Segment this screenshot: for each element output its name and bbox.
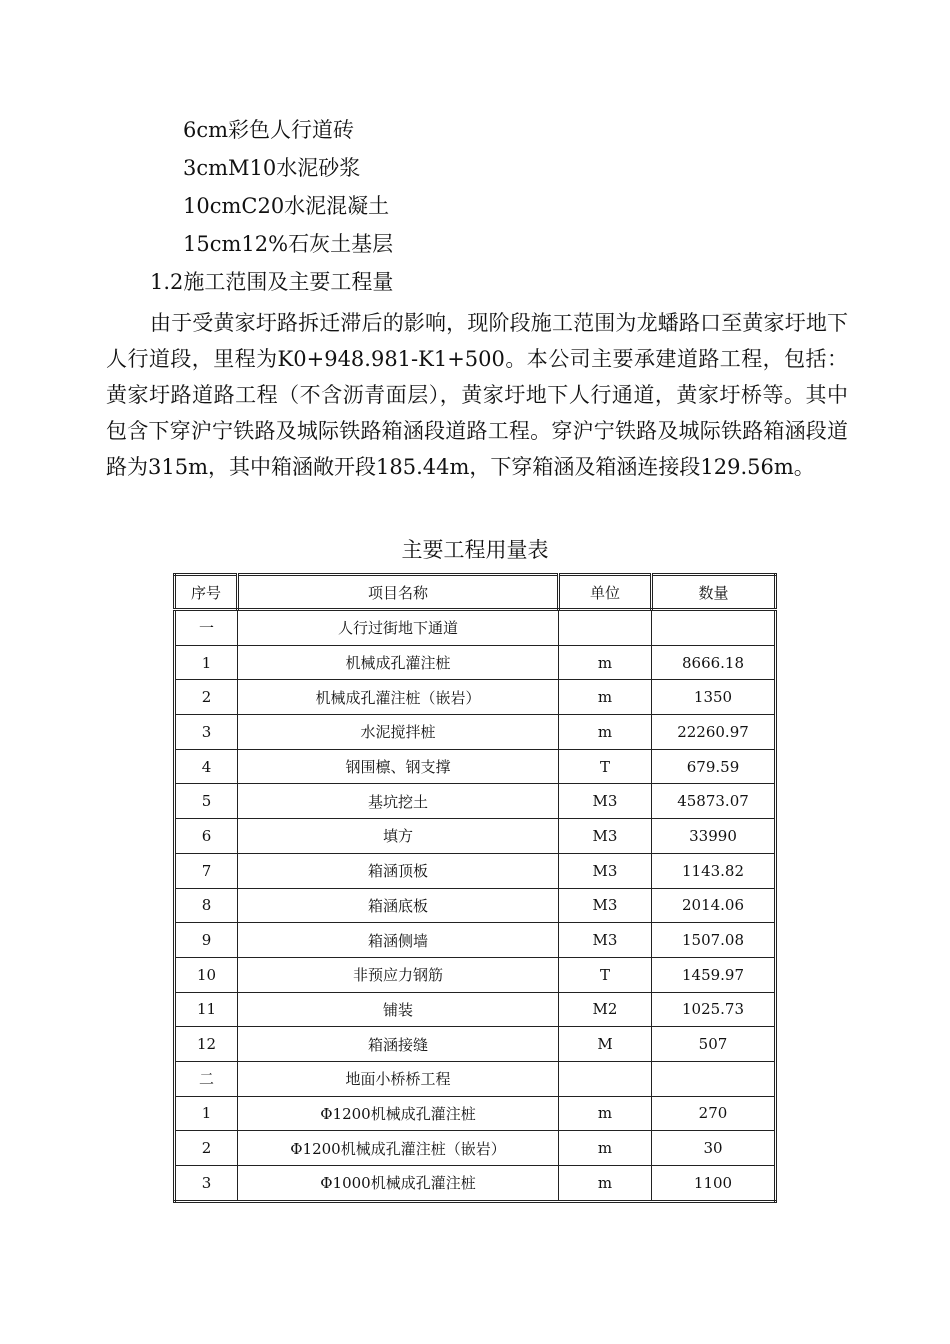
cell-item-name: Φ1200机械成孔灌注桩（嵌岩） — [238, 1131, 559, 1166]
table-row — [175, 645, 776, 680]
cell-item-name: 基坑挖土 — [238, 784, 559, 819]
cell-unit — [559, 610, 652, 646]
scope-paragraph: 由于受黄家圩路拆迁滞后的影响，现阶段施工范围为龙蟠路口至黄家圩地下人行道段，里程为K0+948.981-K1+500。本公司主要承建道路工程，包括：黄家圩路道路工程（不含沥青面层），黄家圩地下人行通道，黄家圩桥等。其中包含下穿沪宁铁路及城际铁路箱涵段道路工程。穿沪宁铁路及城际铁路箱涵段道路为315m，其中箱涵敞开段185.44m，下穿箱涵及箱涵连接段129.56m。 — [106, 311, 848, 479]
cell-quantity: 30 — [652, 1131, 776, 1166]
cell-quantity: 2014.06 — [652, 888, 776, 923]
cell-unit — [559, 1061, 652, 1096]
cell-index: 10 — [175, 957, 238, 992]
table-header-row — [175, 575, 776, 610]
cell-unit: M3 — [559, 784, 652, 819]
cell-item-name: 地面小桥桥工程 — [238, 1061, 559, 1096]
material-line-2: 3cmM10水泥砂浆 — [183, 156, 361, 180]
cell-unit: T — [559, 957, 652, 992]
material-line-3: 10cmC20水泥混凝土 — [183, 194, 390, 218]
table-row — [175, 853, 776, 888]
cell-quantity — [652, 1061, 776, 1096]
header-unit: 单位 — [559, 575, 652, 610]
cell-index: 一 — [175, 610, 238, 646]
cell-item-name: 机械成孔灌注桩 — [238, 645, 559, 680]
cell-item-name: 箱涵顶板 — [238, 853, 559, 888]
cell-index: 2 — [175, 680, 238, 715]
cell-index: 1 — [175, 1096, 238, 1131]
table-row — [175, 1027, 776, 1062]
cell-unit: M3 — [559, 888, 652, 923]
cell-item-name: 机械成孔灌注桩（嵌岩） — [238, 680, 559, 715]
cell-unit: M3 — [559, 923, 652, 958]
cell-item-name: 铺装 — [238, 992, 559, 1027]
table-row — [175, 784, 776, 819]
table-row — [175, 1166, 776, 1202]
table-body — [175, 610, 776, 1202]
cell-item-name: Φ1200机械成孔灌注桩 — [238, 1096, 559, 1131]
cell-unit: m — [559, 1096, 652, 1131]
cell-index: 4 — [175, 749, 238, 784]
cell-quantity: 1507.08 — [652, 923, 776, 958]
cell-index: 9 — [175, 923, 238, 958]
cell-quantity: 270 — [652, 1096, 776, 1131]
cell-unit: m — [559, 680, 652, 715]
cell-index: 3 — [175, 715, 238, 750]
table-caption: 主要工程用量表 — [401, 538, 549, 562]
table-row — [175, 680, 776, 715]
cell-item-name: 填方 — [238, 819, 559, 854]
table-row — [175, 749, 776, 784]
cell-unit: M — [559, 1027, 652, 1062]
cell-quantity — [652, 610, 776, 646]
quantity-table — [173, 573, 777, 1203]
cell-quantity: 507 — [652, 1027, 776, 1062]
material-line-1: 6cm彩色人行道砖 — [183, 118, 355, 142]
table-row — [175, 610, 776, 646]
table-row — [175, 888, 776, 923]
cell-quantity: 33990 — [652, 819, 776, 854]
cell-index: 7 — [175, 853, 238, 888]
cell-quantity: 22260.97 — [652, 715, 776, 750]
cell-unit: m — [559, 1131, 652, 1166]
cell-item-name: 非预应力钢筋 — [238, 957, 559, 992]
cell-unit: T — [559, 749, 652, 784]
cell-index: 3 — [175, 1166, 238, 1202]
cell-item-name: 人行过街地下通道 — [238, 610, 559, 646]
table-row — [175, 957, 776, 992]
cell-item-name: 水泥搅拌桩 — [238, 715, 559, 750]
cell-unit: m — [559, 1166, 652, 1202]
cell-unit: m — [559, 645, 652, 680]
cell-index: 12 — [175, 1027, 238, 1062]
cell-quantity: 679.59 — [652, 749, 776, 784]
cell-quantity: 1025.73 — [652, 992, 776, 1027]
cell-index: 1 — [175, 645, 238, 680]
cell-quantity: 8666.18 — [652, 645, 776, 680]
cell-item-name: 钢围檩、钢支撑 — [238, 749, 559, 784]
cell-item-name: 箱涵底板 — [238, 888, 559, 923]
cell-unit: M3 — [559, 819, 652, 854]
table-row — [175, 923, 776, 958]
cell-quantity: 1143.82 — [652, 853, 776, 888]
cell-quantity: 1459.97 — [652, 957, 776, 992]
header-index: 序号 — [175, 575, 238, 610]
cell-item-name: 箱涵侧墙 — [238, 923, 559, 958]
cell-quantity: 1350 — [652, 680, 776, 715]
table-row — [175, 819, 776, 854]
cell-quantity: 45873.07 — [652, 784, 776, 819]
cell-index: 二 — [175, 1061, 238, 1096]
table-row — [175, 992, 776, 1027]
cell-item-name: 箱涵接缝 — [238, 1027, 559, 1062]
cell-index: 6 — [175, 819, 238, 854]
cell-index: 5 — [175, 784, 238, 819]
cell-index: 8 — [175, 888, 238, 923]
cell-unit: m — [559, 715, 652, 750]
table-row — [175, 1096, 776, 1131]
table-row — [175, 715, 776, 750]
table-row — [175, 1131, 776, 1166]
material-line-4: 15cm12%石灰土基层 — [183, 232, 394, 256]
cell-quantity: 1100 — [652, 1166, 776, 1202]
header-quantity: 数量 — [652, 575, 776, 610]
table-row — [175, 1061, 776, 1096]
header-item-name: 项目名称 — [238, 575, 559, 610]
cell-unit: M2 — [559, 992, 652, 1027]
section-heading: 1.2施工范围及主要工程量 — [150, 270, 394, 294]
cell-unit: M3 — [559, 853, 652, 888]
cell-item-name: Φ1000机械成孔灌注桩 — [238, 1166, 559, 1202]
cell-index: 2 — [175, 1131, 238, 1166]
cell-index: 11 — [175, 992, 238, 1027]
